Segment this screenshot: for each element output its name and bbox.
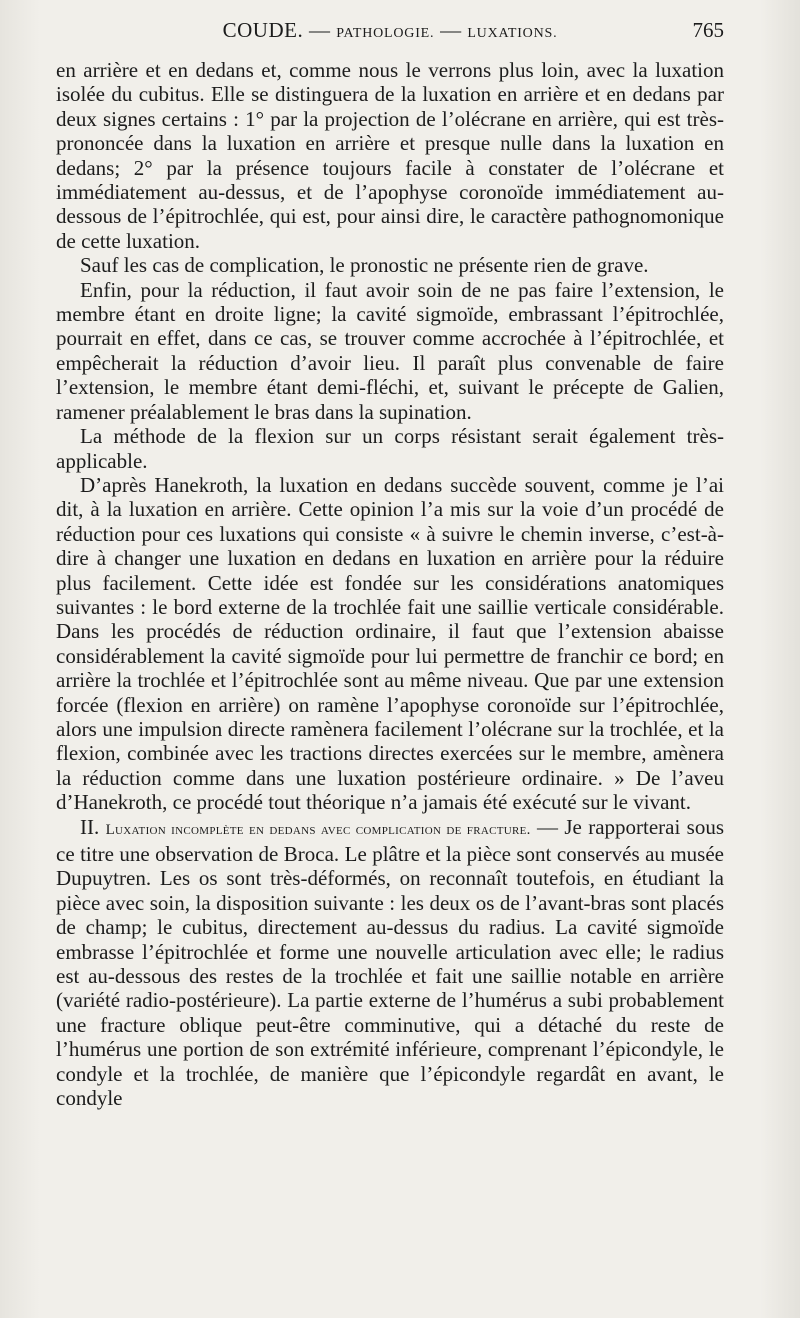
- running-head-dash-2: —: [434, 18, 468, 42]
- running-head: [56, 18, 724, 43]
- running-head-title: COUDE.: [222, 18, 304, 42]
- section-text: Je rapporterai sous ce titre une observation de Broca. Le plâtre et la pièce sont conservés au musée Dupuytren. Les os sont très-déformés, on reconnaît toutefois, en étudiant la pièce avec soin, la disposition suivante : les deux os de l’avant-bras sont placés de champ; le cubitus, directement au-dessus du radius. La cavité sigmoïde embrasse l’épitrochlée et forme une nouvelle articulation avec elle; le radius est au-dessous des restes de la trochlée et fait une saillie notable en arrière (variété radio-postérieure). La partie externe de l’humérus a subi probablement une fracture oblique peut-être comminutive, qui a détaché du reste de l’humérus une portion de son extrémité inférieure, comprenant l’épicondyle, le condyle et la trochlée, de manière que l’épicondyle regardât en avant, le condyle: [56, 814, 724, 1111]
- paragraph-continued: en arrière et en dedans et, comme nous le verrons plus loin, avec la luxation isolée du cubitus. Elle se distinguera de la luxation en arrière et en dedans par deux signes certains : 1° par la projection de l’olécrane en arrière, qui est très-prononcée dans la luxation en arrière et presque nulle dans la luxation en dedans; 2° par la présence toujours facile à constater de l’olécrane et immédiatement au-dessus, et de l’apophyse coronoïde immédiatement au-dessous de l’épitrochlée, qui est, pour ainsi dire, le caractère pathognomonique de cette luxation.: [56, 58, 724, 253]
- section-heading: Luxation incomplète en dedans avec complication de fracture.: [105, 821, 531, 838]
- paragraph-prognosis: Sauf les cas de complication, le pronostic ne présente rien de grave.: [80, 253, 649, 278]
- paragraph-reduction: Enfin, pour la réduction, il faut avoir soin de ne pas faire l’extension, le membre étant en droite ligne; la cavité sigmoïde, embrassant l’épitrochlée, pourrait en effet, dans ce cas, se trouver comme accrochée à l’épitrochlée, et empêcherait la réduction d’avoir lieu. Il paraît plus convenable de faire l’extension, le membre étant demi-fléchi, et, suivant le précepte de Galien, ramener préalablement le bras dans la supination.: [56, 277, 724, 424]
- paragraph-hanekroth: D’après Hanekroth, la luxation en dedans succède souvent, comme je l’ai dit, à la luxation en arrière. Cette opinion l’a mis sur la voie d’un procédé de réduction pour ces luxations qui consiste « à suivre le chemin inverse, c’est-à-dire à changer une luxation en dedans en luxation en arrière pour la réduire plus facilement. Cette idée est fondée sur les considérations anatomiques suivantes : le bord externe de la trochlée fait une saillie verticale considérable. Dans les procédés de réduction ordinaire, il faut que l’extension abaisse considérablement la cavité sigmoïde pour lui permettre de franchir ce bord; en arrière la trochlée et l’épitrochlée sont au même niveau. Que par une extension forcée (flexion en arrière) on ramène l’apophyse coronoïde sur l’épitrochlée, alors une impulsion directe ramènera facilement l’olécrane sur la trochlée, et la flexion, combinée avec les tractions directes exercées sur le membre, amènera la réduction comme dans une luxation postérieure ordinaire. » De l’aveu d’Hanekroth, ce procédé tout théorique n’a jamais été exécuté sur le vivant.: [56, 472, 724, 815]
- section-number: II.: [80, 814, 106, 839]
- page-number: 765: [692, 18, 724, 42]
- paragraph-flexion-method: La méthode de la flexion sur un corps résistant serait également très-applicable.: [56, 424, 724, 473]
- section-dash: —: [530, 814, 565, 839]
- running-head-subsection: LUXATIONS.: [467, 26, 558, 41]
- running-head-section: PATHOLOGIE.: [336, 26, 435, 41]
- paragraph-section-2: [56, 815, 724, 1111]
- running-head-dash-1: —: [303, 18, 337, 42]
- page-header: [56, 18, 724, 54]
- page-body: [56, 58, 724, 1110]
